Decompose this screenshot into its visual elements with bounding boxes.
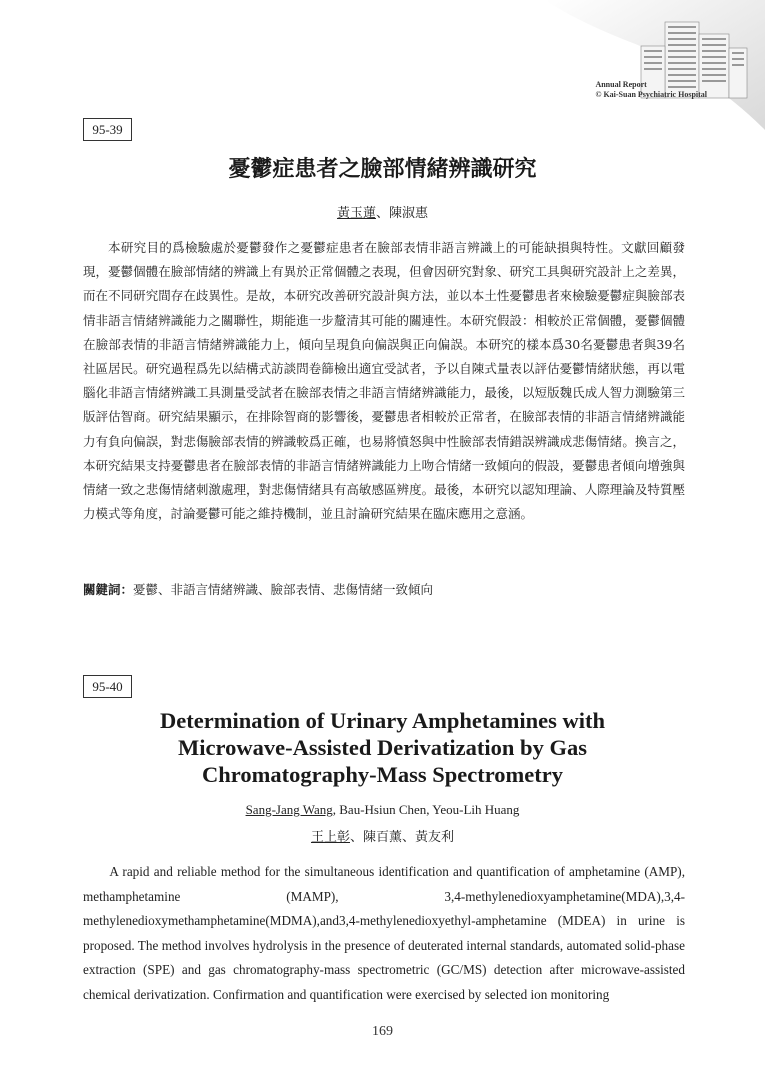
- keywords-label: 關鍵詞：: [83, 582, 134, 597]
- article-id-box: 95-39: [83, 118, 132, 141]
- presenting-author-zh: 王上彰: [310, 830, 350, 845]
- presenting-author: 黃玉蓮: [336, 206, 376, 221]
- hospital-name: © Kai-Suan Psychiatric Hospital: [595, 90, 707, 99]
- hospital-name-text: Kai-Suan Psychiatric Hospital: [603, 90, 707, 99]
- abstract-paragraph: 本研究目的爲檢驗處於憂鬱發作之憂鬱症患者在臉部表情非語言辨識上的可能缺損與特性。文獻回顧發現，憂鬱個體在臉部情緒的辨識上有異於正常個體之表現，但會因研究對象、研究工具與研究設計上之差異，而在不同研究間存在歧異性。是故，本研究改善研究設計與方法，並以本土性憂鬱患者來檢驗憂鬱症與臉部表情非語言情緒辨識能力之關聯性，期能進一步釐清其可能的關連性。本研究假設：相較於正常個體，憂鬱個體在臉部表情的非語言情緒辨識能力上，傾向呈現負向偏誤與正向偏誤。本研究的樣本爲30名憂鬱患者與39名社區居民。研究過程爲先以結構式訪談問卷篩檢出適宜受試者，予以自陳式量表以評估憂鬱情緒狀態，再以電腦化非語言情緒辨識工具測量受試者在臉部表情之非語言情緒辨識能力，最後，以短版魏氏成人智力測驗第三版評估智商。研究結果顯示，在排除智商的影響後，憂鬱患者相較於正常者，在臉部表情的非語言情緒辨識能力有負向偏誤，對悲傷臉部表情的辨識較爲正確，也易將憤怒與中性臉部表情錯誤辨識成悲傷情緒。換言之，本研究結果支持憂鬱患者在臉部表情的非語言情緒辨識能力上吻合情緒一致傾向的假設，憂鬱患者傾向增強與情緒一致之悲傷情緒刺激處理，對悲傷情緒具有高敏感區辨度。最後，本研究以認知理論、人際理論及特質壓力模式等角度，討論憂鬱可能之維持機制，並且討論研究結果在臨床應用之意涵。: [83, 240, 685, 522]
- abstract-paragraph-en: A rapid and reliable method for the simultaneous identification and quantification of amphetamine (AMP), methamphetamine (MAMP), 3,4-methylenedioxyamphetamine(MDA),3,4-methylenedioxymethamphetamine(MDMA),and3,4-methylenedioxyethyl-amphetamine (MDEA) in urine is proposed. The method involves hydrolysis in the presence of deuterated internal standards, automated solid-phase extraction (SPE) and gas chromatography-mass spectrometric (GC/MS) detection after microwave-assisted chemical derivatization. Confirmation and quantification were exercised by selected ion monitoring: [83, 864, 685, 1002]
- hospital-building-illustration: [505, 0, 765, 130]
- report-header: [595, 80, 707, 100]
- keywords-line: [83, 580, 433, 598]
- article-title: 憂鬱症患者之臉部情緒辨識研究: [228, 156, 537, 182]
- annual-report-label: Annual Report: [595, 80, 647, 89]
- article-abstract: [83, 236, 685, 526]
- article-authors-en: [0, 802, 765, 818]
- co-authors-en: , Bau-Hsiun Chen, Yeou-Lih Huang: [332, 802, 520, 817]
- article-title-en: [0, 707, 765, 788]
- co-authors: 、陳淑惠: [376, 206, 429, 221]
- article-id-box: 95-40: [83, 675, 132, 698]
- article-abstract-en: [83, 860, 685, 1007]
- title-line: Determination of Urinary Amphetamines with: [160, 708, 605, 733]
- article-authors: [0, 202, 765, 221]
- keywords-text: 憂鬱、非語言情緒辨識、臉部表情、悲傷情緒一致傾向: [133, 582, 434, 597]
- title-line: Chromatography-Mass Spectrometry: [202, 762, 563, 787]
- title-line: Microwave-Assisted Derivatization by Gas: [178, 735, 587, 760]
- page-number: 169: [372, 1024, 393, 1039]
- co-authors-zh: 、陳百薰、黃友利: [350, 830, 455, 845]
- article-authors-zh: [0, 826, 765, 845]
- presenting-author-en: Sang-Jang Wang: [245, 802, 333, 817]
